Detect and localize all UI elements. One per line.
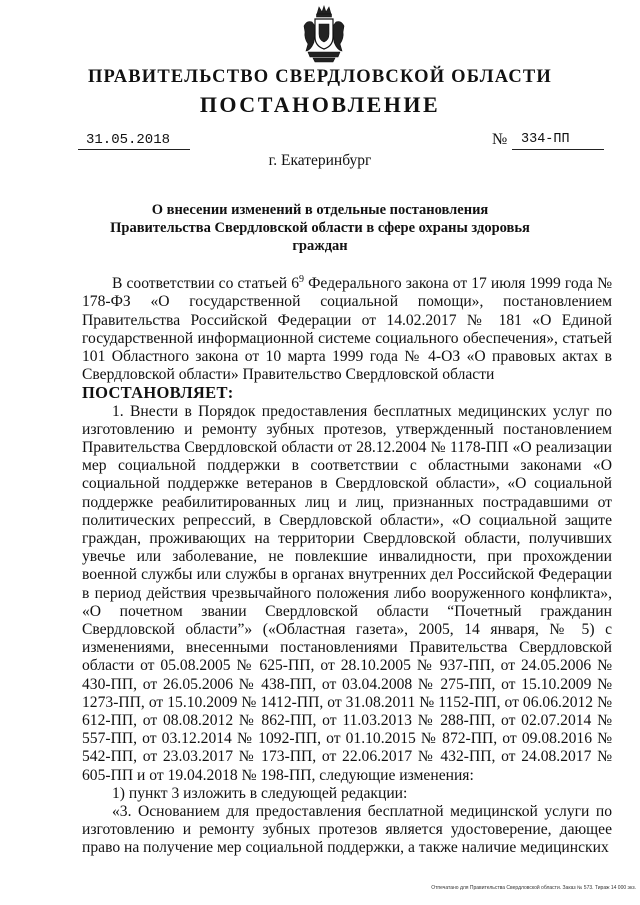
- document-number: 334-ПП: [521, 132, 570, 147]
- title-line-1: О внесении изменений в отдельные постановления: [151, 202, 489, 218]
- article-superscript: 9: [299, 274, 304, 285]
- resolves-heading: ПОСТАНОВЛЯЕТ:: [82, 383, 234, 403]
- government-name: ПРАВИТЕЛЬСТВО СВЕРДЛОВСКОЙ ОБЛАСТИ: [87, 67, 553, 87]
- sverdlovsk-coat-of-arms-icon: [300, 4, 348, 64]
- item-1-paragraph: 1. Внести в Порядок предоставления бесплатных медицинских услуг по изготовлению и ремонту зубных протезов, утвержденный постановлением Правительства Свердловской области от 28.12.2004 № 1178-ПП «О реализации мер социальной поддержки в соответствии с областными законами «О социальной поддержке ветеранов в Свердловской области», «О социальной поддержке реабилитированных лиц и лиц, признанных пострадавшими от политических репрессий, в Свердловской области», «О социальной защите граждан, проживающих на территории Свердловской области, получивших увечье или заболевание, не повлекшие инвалидности, при прохождении военной службы или службы в органах внутренних дел Российской Федерации в период действия чрезвычайного положения либо вооруженного конфликта», «О почетном звании Свердловской области “Почетный гражданин Свердловской области”» («Областная газета», 2005, 14 января, № 5) с изменениями, внесенными постановлениями Правительства Свердловской области от 05.08.2005 № 625-ПП, от 28.10.2005 № 937-ПП, от 24.05.2006 № 430-ПП, от 26.05.2006 № 438-ПП, от 03.04.2008 № 275-ПП, от 15.10.2009 № 1273-ПП, от 15.10.2009 № 1412-ПП, от 31.08.2011 № 1152-ПП, от 06.06.2012 № 612-ПП, от 08.08.2012 № 862-ПП, от 11.03.2013 № 288-ПП, от 02.07.2014 № 557-ПП, от 03.12.2014 № 1092-ПП, от 01.10.2015 № 872-ПП, от 09.08.2016 № 542-ПП, от 23.03.2017 № 173-ПП, от 22.06.2017 № 432-ПП, от 24.08.2017 № 605-ПП и от 19.04.2018 № 198-ПП, следующие изменения:: [82, 402, 612, 784]
- document-date: 31.05.2018: [86, 132, 171, 148]
- number-label: №: [492, 131, 508, 148]
- preamble-paragraph: [82, 271, 612, 384]
- print-note: Отпечатано для Правительства Свердловской области. Заказ № 573. Тираж 14 000 экз.: [431, 885, 636, 891]
- number-underline: [512, 149, 604, 150]
- city: г. Екатеринбург: [268, 152, 372, 169]
- preamble-text-start: В соответствии со статьей 6: [112, 275, 299, 293]
- title-line-2: Правительства Свердловской области в сфере охраны здоровья граждан: [110, 220, 530, 254]
- document-type: ПОСТАНОВЛЕНИЕ: [199, 92, 441, 117]
- date-underline: [78, 149, 190, 150]
- item-3-paragraph: «3. Основанием для предоставления бесплатной медицинской услуги по изготовлению и ремонту зубных протезов является удостоверение, дающее право на получение мер социальной поддержки, а также наличие медицинских: [82, 803, 612, 857]
- document-title: [90, 201, 550, 255]
- preamble-text-end: Федерального закона от 17 июля 1999 года № 178-ФЗ «О государственной социальной помощи», постановлением Правительства Российской Федерации от 14.02.2017 № 181 «О Единой государственной информационной системе социального обеспечения», статьей 101 Областного закона от 10 марта 1999 года № 4-ОЗ «О правовых актах в Свердловской области» Правительство Свердловской области: [82, 275, 612, 384]
- document-body: [82, 271, 612, 858]
- item-1-1-paragraph: 1) пункт 3 изложить в следующей редакции:: [112, 784, 408, 802]
